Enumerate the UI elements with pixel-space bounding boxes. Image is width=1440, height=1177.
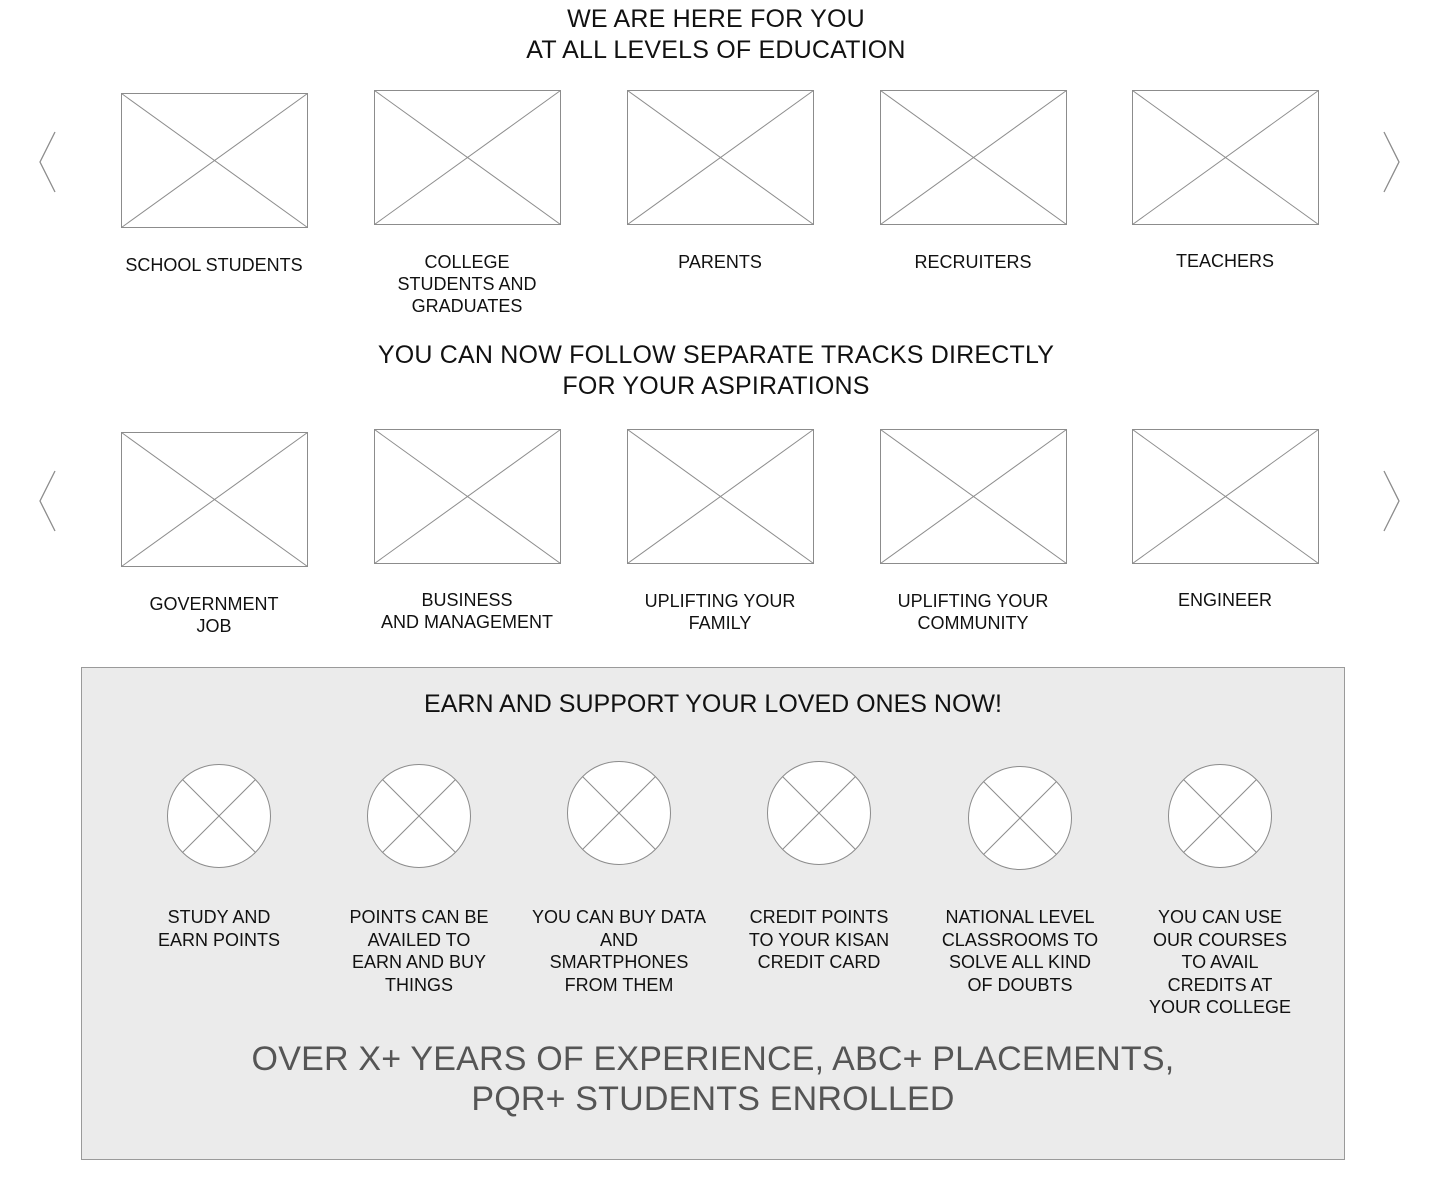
- feature-label: STUDY AND EARN POINTS: [157, 907, 281, 950]
- audience-card-label: TEACHERS: [1175, 251, 1274, 271]
- chevron-right-icon: [1382, 470, 1402, 532]
- feature-label: YOU CAN USE OUR COURSES TO AVAIL CREDITS AT YOUR COLLEGE: [1148, 907, 1292, 1017]
- image-placeholder-icon: [121, 432, 308, 567]
- track-card-label: BUSINESS AND MANAGEMENT: [380, 590, 553, 632]
- audience-card-label: RECRUITERS: [914, 252, 1032, 272]
- track-card-label: UPLIFTING YOUR COMMUNITY: [897, 591, 1049, 633]
- track-card-label: ENGINEER: [1177, 590, 1273, 610]
- chevron-left-icon: [37, 131, 57, 193]
- audience-section-heading: WE ARE HERE FOR YOU AT ALL LEVELS OF EDUCATION: [526, 5, 906, 64]
- image-placeholder-icon: [627, 90, 814, 225]
- stats-statement: OVER X+ YEARS OF EXPERIENCE, ABC+ PLACEMENTS, PQR+ STUDENTS ENROLLED: [251, 1040, 1175, 1118]
- image-placeholder-icon: [880, 429, 1067, 564]
- image-placeholder-icon: [880, 90, 1067, 225]
- audience-card-label: PARENTS: [678, 252, 762, 272]
- image-placeholder-icon: [627, 429, 814, 564]
- audience-carousel-next-button[interactable]: [1382, 131, 1402, 193]
- circle-placeholder-icon: [567, 761, 671, 865]
- circle-placeholder-icon: [167, 764, 271, 868]
- feature-label: YOU CAN BUY DATA AND SMARTPHONES FROM THEM: [531, 907, 707, 995]
- earn-panel-title: EARN AND SUPPORT YOUR LOVED ONES NOW!: [424, 690, 1002, 718]
- chevron-left-icon: [37, 470, 57, 532]
- feature-label: POINTS CAN BE AVAILED TO EARN AND BUY THINGS: [349, 907, 489, 995]
- audience-card-label: COLLEGE STUDENTS AND GRADUATES: [397, 252, 537, 316]
- feature-label: NATIONAL LEVEL CLASSROOMS TO SOLVE ALL KIND OF DOUBTS: [941, 907, 1099, 995]
- circle-placeholder-icon: [1168, 764, 1272, 868]
- tracks-section-heading: YOU CAN NOW FOLLOW SEPARATE TRACKS DIRECTLY FOR YOUR ASPIRATIONS: [377, 341, 1055, 400]
- tracks-carousel-prev-button[interactable]: [37, 470, 57, 532]
- tracks-carousel-next-button[interactable]: [1382, 470, 1402, 532]
- earn-support-panel: [81, 667, 1345, 1160]
- track-card-label: UPLIFTING YOUR FAMILY: [644, 591, 796, 633]
- chevron-right-icon: [1382, 131, 1402, 193]
- audience-card-label: SCHOOL STUDENTS: [125, 255, 303, 275]
- feature-label: CREDIT POINTS TO YOUR KISAN CREDIT CARD: [748, 907, 890, 972]
- circle-placeholder-icon: [968, 766, 1072, 870]
- image-placeholder-icon: [1132, 429, 1319, 564]
- circle-placeholder-icon: [767, 761, 871, 865]
- image-placeholder-icon: [121, 93, 308, 228]
- image-placeholder-icon: [374, 429, 561, 564]
- circle-placeholder-icon: [367, 764, 471, 868]
- audience-carousel-prev-button[interactable]: [37, 131, 57, 193]
- image-placeholder-icon: [374, 90, 561, 225]
- track-card-label: GOVERNMENT JOB: [149, 594, 279, 636]
- image-placeholder-icon: [1132, 90, 1319, 225]
